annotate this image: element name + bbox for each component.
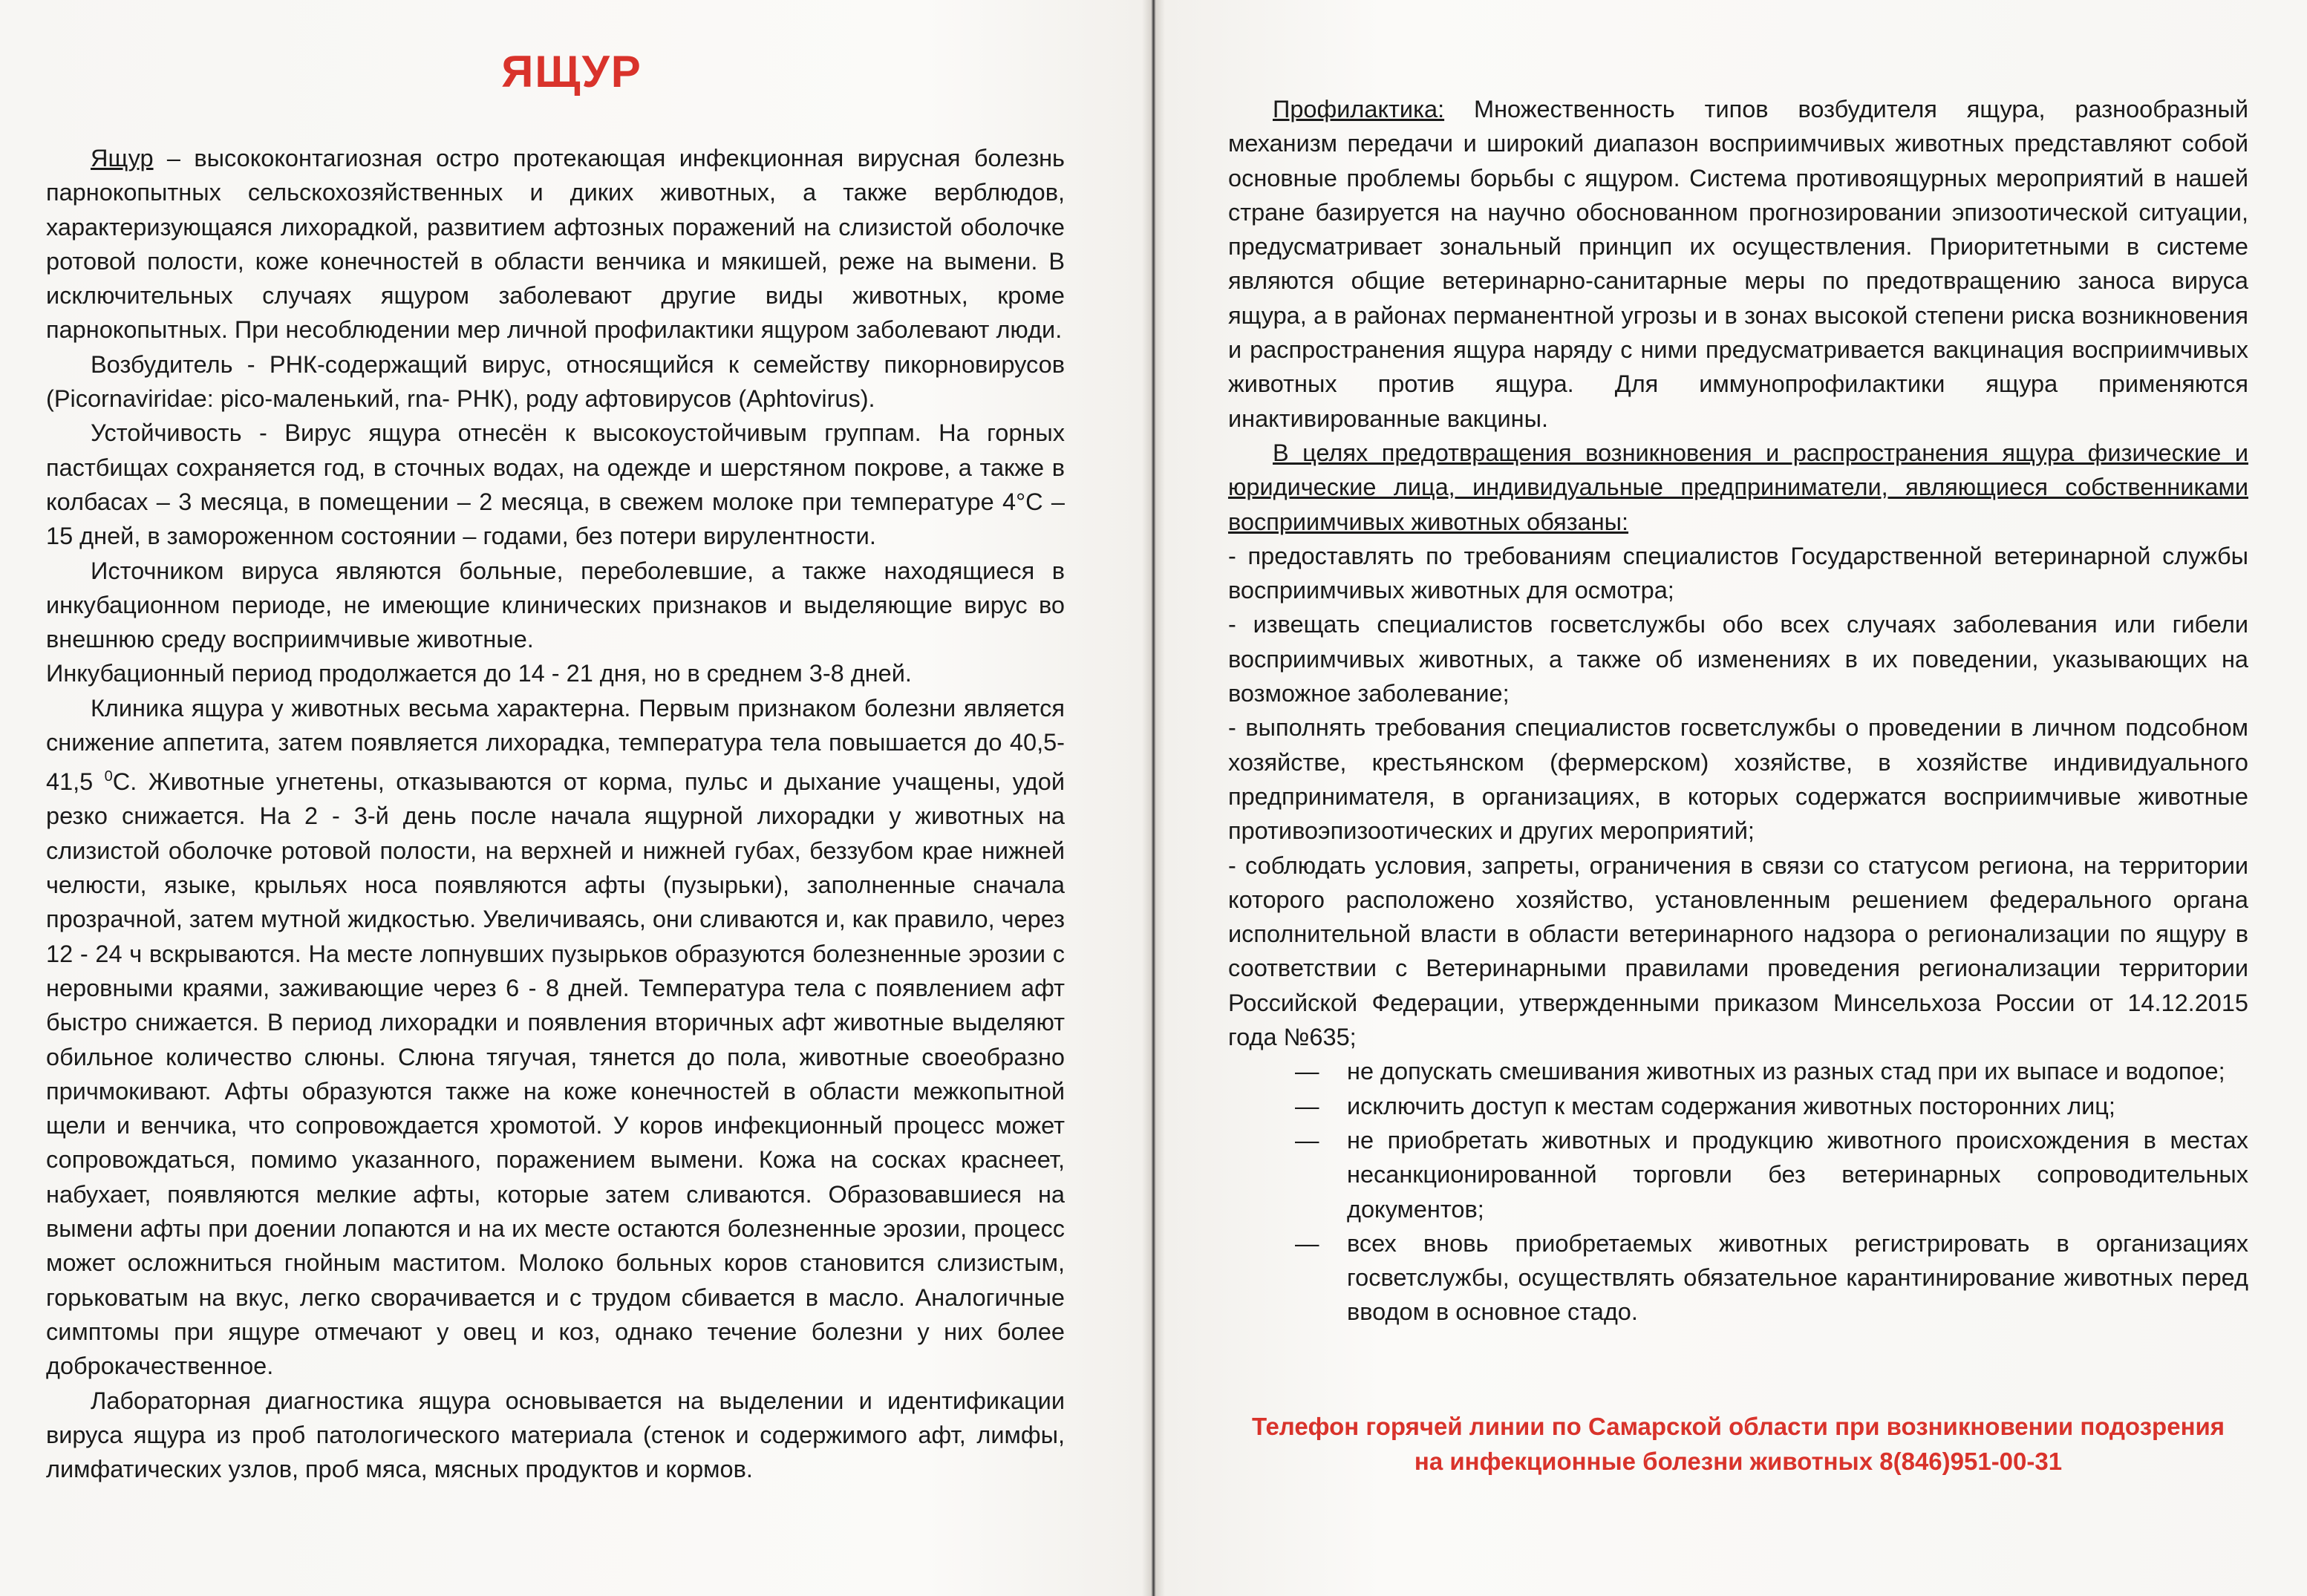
duty-item: - выполнять требования специалистов госветслужбы о проведении в личном подсобном хозяйстве, крестьянском (фермерском) хозяйстве, в хозяйстве индивидуального предпринимателя, в организациях, в которых содержатся восприимчивые животные противоэпизоотических и других мероприятий;	[1228, 714, 2248, 845]
page-title: ЯЩУР	[501, 47, 642, 97]
obligations-heading: В целях предотвращения возникновения и распространения ящура физические и юридические лица, индивидуальные предприниматели, являющиеся собственниками восприимчивых животных обязаны:	[1228, 439, 2248, 535]
dash-list-item	[1228, 1054, 2248, 1088]
dash-list-item	[1228, 1226, 2248, 1330]
right-body-text	[1228, 92, 2248, 1330]
right-page	[1158, 0, 2307, 1596]
clinical-text-b: С. Животные угнетены, отказываются от корма, пульс и дыхание учащены, удой резко снижается. На 2 - 3-й день после начала ящурной лихорадки у животных на слизистой оболочке ротовой полости, на верхней и нижней губах, беззубом крае нижней челюсти, языке, крыльях носа появляются афты (пузырьки), заполненные сначала прозрачной, затем мутной жидкостью. Увеличиваясь, они сливаются и, как правило, через 12 - 24 ч вскрываются. На месте лопнувших пузырьков образуются болезненные эрозии с неровными краями, заживающие через 6 - 8 дней. Температура тела с появлением афт быстро снижается. В период лихорадки и появления вторичных афт животные выделяют обильное количество слюны. Слюна тягучая, тянется до пола, животные своеобразно причмокивают. Афты образуются также на коже конечностей в области межкопытной щели и венчика, что сопровождается хромотой. У коров инфекционный процесс может сопровождаться, помимо указанного, поражением вымени. Кожа на сосках краснеет, набухает, появляются мелкие афты, которые затем сливаются. Образовавшиеся на вымени афты при доении лопаются и на их месте остаются болезненные эрозии, процесс может осложниться гнойным маститом. Молоко больных коров становится слизистым, горьковатым на вкус, легко сворачивается и с трудом сбивается в масло. Аналогичные симптомы при ящуре отмечают у овец и коз, однако течение болезни у них более доброкачественное.	[46, 768, 1065, 1380]
dash-item-text: всех вновь приобретаемых животных регистрировать в организациях госветслужбы, осуществлять обязательное карантинирование животных перед вводом в основное стадо.	[1347, 1229, 2248, 1326]
incubation-paragraph: Инкубационный период продолжается до 14 - 21 дня, но в среднем 3-8 дней.	[46, 660, 912, 687]
dash-list-item	[1228, 1123, 2248, 1226]
clinical-paragraph	[46, 691, 1065, 1384]
dash-item-text: исключить доступ к местам содержания животных посторонних лиц;	[1347, 1092, 2115, 1119]
degree-superscript: 0	[104, 768, 113, 785]
dash-item-text: не допускать смешивания животных из разных стад при их выпасе и водопое;	[1347, 1058, 2225, 1085]
hotline-line-2: на инфекционные болезни животных 8(846)951-00-31	[1414, 1448, 2063, 1475]
dash-marker: —	[1295, 1126, 1319, 1154]
dash-marker: —	[1295, 1092, 1319, 1119]
diagnostics-paragraph: Лабораторная диагностика ящура основывается на выделении и идентификации вируса ящура из проб патологического материала (стенок и содержимого афт, лимфы, лимфатических узлов, проб мяса, мясных продуктов и кормов.	[46, 1387, 1065, 1483]
prevention-term: Профилактика:	[1273, 96, 1445, 122]
dash-marker: —	[1295, 1229, 1319, 1257]
dash-marker: —	[1295, 1058, 1319, 1085]
duty-item: - предоставлять по требованиям специалистов Государственной ветеринарной службы восприимчивых животных для осмотра;	[1228, 542, 2248, 604]
clinical-text-a: Клиника ящура у животных весьма характерна. Первым признаком болезни является снижение аппетита, затем появляется лихорадка, температура тела повышается до 40,5-41,5	[46, 694, 1065, 796]
dash-list-item	[1228, 1089, 2248, 1123]
pathogen-paragraph: Возбудитель - РНК-содержащий вирус, относящийся к семейству пикорновирусов (Picornaviridae: pico-маленький, rna- РНК), роду афтовирусов (Aphtovirus).	[46, 350, 1065, 413]
definition-term: Ящур	[91, 145, 154, 171]
resistance-paragraph: Устойчивость - Вирус ящура отнесён к высокоустойчивым группам. На горных пастбищах сохраняется год, в сточных водах, на одежде и шерстяном покрове, а также в колбасах – 3 месяца, в помещении – 2 месяца, в свежем молоке при температуре 4°С – 15 дней, в замороженном состоянии – годами, без потери вирулентности.	[46, 419, 1065, 550]
definition-paragraph	[46, 141, 1065, 347]
source-paragraph: Источником вируса являются больные, переболевшие, а также находящиеся в инкубационном периоде, не имеющие клинических признаков и выделяющие вирус во внешнюю среду восприимчивые животные.	[46, 557, 1065, 653]
dash-item-text: не приобретать животных и продукцию животного происхождения в местах несанкционированной торговли без ветеринарных сопроводительных документов;	[1347, 1126, 2248, 1223]
definition-text: – высококонтагиозная остро протекающая инфекционная вирусная болезнь парнокопытных сельскохозяйственных и диких животных, а также верблюдов, характеризующаяся лихорадкой, развитием афтозных поражений на слизистой оболочке ротовой полости, коже конечностей в области венчика и мякишей, реже на вымени. В исключительных случаях ящуром заболевают другие виды животных, кроме парнокопытных. При несоблюдении мер личной профилактики ящуром заболевают люди.	[46, 145, 1065, 344]
duty-item: - соблюдать условия, запреты, ограничения в связи со статусом региона, на территории которого расположено хозяйство, установленным решением федерального органа исполнительной власти в области ветеринарного надзора о регионализации по ящуру в соответствии с Ветеринарными правилами проведения регионализации территории Российской Федерации, утвержденными приказом Минсельхоза России от 14.12.2015 года №635;	[1228, 851, 2248, 1051]
prevention-paragraph	[1228, 92, 2248, 436]
left-body-text	[46, 141, 1065, 1486]
dash-list	[1228, 1054, 2248, 1329]
duty-item: - извещать специалистов госветслужбы обо всех случаях заболевания или гибели восприимчивых животных, а также об изменениях в их поведении, указывающих на возможное заболевание;	[1228, 611, 2248, 707]
hotline-notice	[1228, 1409, 2248, 1479]
hotline-line-1: Телефон горячей линии по Самарской области при возникновении подозрения	[1251, 1413, 2225, 1440]
prevention-text: Множественность типов возбудителя ящура, разнообразный механизм передачи и широкий диапазон восприимчивых животных представляют собой основные проблемы борьбы с ящуром. Система противоящурных мероприятий в нашей стране базируется на научно обоснованном прогнозировании эпизоотической ситуации, предусматривает зональный принцип их осуществления. Приоритетными в системе являются общие ветеринарно-санитарные меры по предотвращению заноса вируса ящура, а в районах перманентной угрозы и в зонах высокой степени риска возникновения и распространения ящура наряду с ними предусматривается вакцинация восприимчивых животных против ящура. Для иммунопрофилактики ящура применяются инактивированные вакцины.	[1228, 96, 2248, 432]
left-page	[0, 0, 1143, 1596]
